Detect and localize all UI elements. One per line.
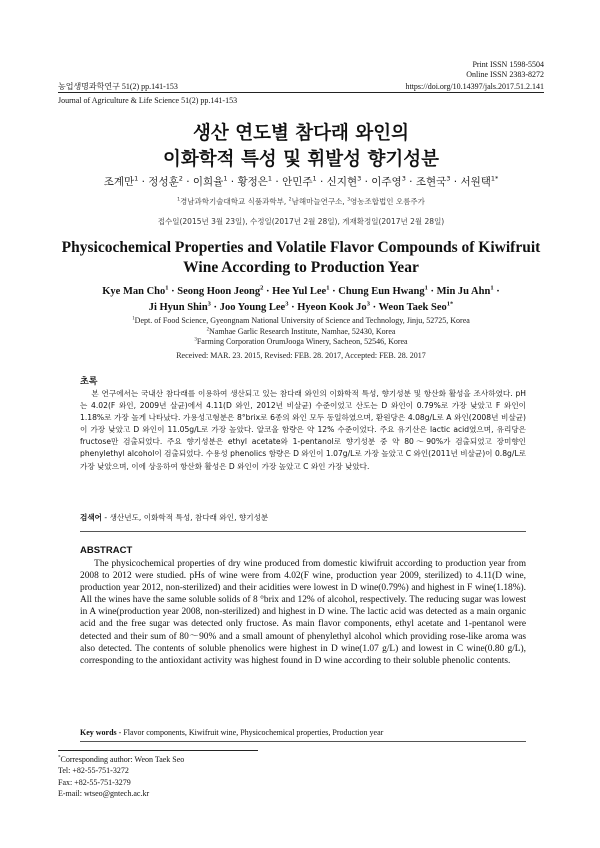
corresponding-author: Corresponding author: Weon Taek Seo [60,755,185,764]
korean-received-dates: 접수일(2015년 3월 23일), 수정일(2017년 2월 28일), 게재확정일(2017년 2월 28일) [157,217,445,226]
author-name-text: Ji Hyun Shin [148,302,208,313]
author-name-text: Weon Taek Seo [378,302,447,313]
abstract-heading: ABSTRACT [80,545,133,556]
affiliation-text: Farming Corporation OrumJooga Winery, Sacheon, 52546, Korea [196,337,408,346]
author-affiliation-mark: 1 [326,284,330,292]
author-name-text: 안민주 [282,176,313,188]
header-divider [58,92,544,93]
author-name-text: 황정은 [237,176,268,188]
author-name [177,286,263,297]
author-affiliation-mark: 2 [178,174,183,183]
author-affiliation-mark: 1* [490,174,499,183]
author-affiliation-mark: 3 [357,174,362,183]
online-issn: Online ISSN 2383-8272 [466,70,544,79]
english-affiliation [58,327,544,338]
affiliation-text: Dept. of Food Science, Gyeongnam National University of Science and Technology, Jinju, 52725, Korea [134,316,470,325]
author-name [149,302,211,313]
section-divider-top [80,531,526,532]
author-name [460,176,498,188]
english-keywords-label: Key words [80,728,117,737]
english-author-line-2: Ji Hyun Shin$^3$ · Joo Young Lee$^3$ · Hyeon Kook $Jo^3$ · Weon Taek Seo$^{1*}$ [148,300,454,313]
author-affiliation-mark: 3 [446,174,451,183]
author-affiliation-mark: 1 [134,174,139,183]
author-name [379,302,454,313]
ko-journal-citation: 농업생명과학연구 51(2) pp.141-153 [58,82,178,91]
author-name-text: Seong Hoon Jeong [177,286,261,297]
doi-link[interactable]: https://doi.org/10.14397/jals.2017.51.2.141 [405,82,544,91]
english-keywords [80,728,383,737]
author-name [416,176,451,188]
author-affiliation-mark: 1 [312,174,317,183]
affiliation-mark: 1 [132,316,135,322]
author-name-text: 신지현 [326,176,358,188]
author-name-text: 서원택 [460,176,491,188]
author-name-text: Joo Young Lee [219,302,286,313]
korean-abstract-heading: 초록 [80,377,98,387]
corresponding-fax: Fax: +82-55-751-3279 [58,777,131,787]
abstract-body: The physicochemical properties of dry wine produced from domestic kiwifruit according to production year from 2008 to 2012 were studied. pHs of wine were from 4.02(F wine, production year 2009, sterilized) to 4.11(D wine, production year 2012, non-sterilized) and their acidities were lowest in D wine(0.79%) and highest in F wine(1.18%). All the wines have the same soluble solids of 8 °brix and 12% of alcohol, respectively. The reducing sugar was lowest in A wine(production year 2008, non-sterilized) and highest in D wine. The lactic acid was detected as a main organic acid and the free sugar was detected only fructose. As main flavor components, ethyl acetate and 1-pentanol were detected and their sum of 80～90% and a small amount of phenylethyl alcohol which providing rose-like aroma was also detected. The contents of soluble phenolics were highest in D wine(1.07 g/L) and lowest in C wine(0.80 g/L), corresponding to the antioxidant activity was highest found in D wine according to their soluble phenolic contents. [80,559,526,666]
author-name [297,302,370,313]
author-name-text: Chung Eun Hwang [338,286,425,297]
author-name-text: 이희율 [192,176,224,188]
english-affiliation [58,337,544,348]
korean-abstract-body: 본 연구에서는 국내산 참다래를 이용하여 생산되고 있는 참다래 와인의 이화학적 특성, 향기성분 및 항산화 활성을 조사하였다. pH는 4.02(F 와인, 2009년 살균)에서 4.11(D 와인, 2012년 비살균) 수준이었고 산도는 D 와인이 0.79%로 가장 낮았고 F 와인이 1.18%로 가장 높게 나타났다. 가용성고형분은 8°brix로 6종의 와인 모두 동일하였으며, 환원당은 4.08g/L로 A 와인(2008년 비살균)이 가장 낮았고 D 와인이 11.05g/L로 가장 높았다. 알코올 함량은 약 12% 수준이었다. 주요 유기산은 lactic acid였으며, 유리당은 fructose만 검출되었다. 주요 향기성분은 ethyl acetate와 1-pentanol로 향기성분 중 약 80～90%가 검출되었고 장미향인 phenylethyl alcohol이 검출되었다. 수용성 phenolics 함량은 D 와인이 1.07g/L로 가장 높았고 C 와인(2011년 비살균)이 0.8g/L로 가장 낮았으며, 이에 상응하여 항산화 활성은 D 와인이 가장 높았고 C 와인 가장 낮았다. [80,389,526,471]
author-name-text: 이주영 [371,176,402,188]
issn-block [466,60,544,80]
english-received-dates: Received: MAR. 23. 2015, Revised: FEB. 28. 2017, Accepted: FEB. 28. 2017 [176,351,426,360]
author-name [220,302,289,313]
korean-author-list: 조계만$^1$ · 정성훈$^2$ · 이희율$^1$ · 황정은$^1$ · 안민주$^1$ · 신지현$^3$ · 이주영$^3$ · 조현국$^3$ · 서원택$^{1*}$ [103,174,499,188]
korean-affiliations: $^1$경남과학기술대학교 식품과학부, $^2$남해마늘연구소, $^3$영농조합법인 오름주가 [177,197,425,206]
author-affiliation-mark: 1 [223,174,228,183]
korean-title [58,121,544,173]
korean-title-line-1: 생산 연도별 참다래 와인의 [193,123,409,144]
corresponding-tel: Tel: +82-55-751-3272 [58,766,129,776]
author-affiliation-mark: 2 [260,284,264,292]
author-name-text: Hyeon Kook Jo [297,302,367,313]
english-author-list [58,284,544,316]
author-name [237,176,272,188]
korean-affiliation-1: 경남과학기술대학교 식품과학부, [180,197,287,206]
correspondence-footnote: *Corresponding author: Weon Taek Seo Tel: +82-55-751-3272 Fax: +82-55-751-3279 E-mail: wtseo@gntech.ac.kr [58,755,185,799]
korean-title-line-2: 이화학적 특성 및 휘발성 향기성분 [163,149,439,170]
english-affiliations [58,316,544,348]
author-name [148,176,183,188]
author-affiliation-mark: 1 [490,284,494,292]
author-name-text: 조계만 [103,176,135,188]
author-name-text: Kye Man Cho [102,286,166,297]
english-keywords-list: - Flavor components, Kiwifruit wine, Physicochemical properties, Production year [116,728,384,737]
author-name-text: Min Ju Ahn [436,286,491,297]
author-name [102,286,168,297]
author-name [338,286,428,297]
author-name [282,176,317,188]
author-affiliation-mark: 1 [165,284,169,292]
english-title-line-2: Wine According to Production Year [183,259,419,276]
english-title-line-1: Physicochemical Properties and Volatile Flavor Compounds of Kiwifruit [61,239,541,256]
print-issn: Print ISSN 1598-5504 [472,60,544,69]
en-journal-citation: Journal of Agriculture & Life Science 51(2) pp.141-153 [58,96,238,105]
author-affiliation-mark: 3 [366,300,370,308]
author-affiliation-mark: 3 [285,300,289,308]
footnote-divider [58,750,258,751]
english-affiliation [58,316,544,327]
affiliation-mark: 2 [206,326,210,332]
author-name [104,176,139,188]
author-name-text: 정성훈 [148,176,179,188]
korean-keywords [80,512,268,523]
author-affiliation-mark: 1 [424,284,428,292]
affiliation-mark: 3 [194,337,197,343]
korean-affiliation-2: 남해마늘연구소, [291,197,345,206]
author-name [272,286,329,297]
author-name [327,176,362,188]
author-affiliation-mark: 3 [207,300,211,308]
affiliation-text: Namhae Garlic Research Institute, Namhae, 52430, Korea [209,326,396,336]
author-name [193,176,228,188]
korean-keywords-list: - 생산년도, 이화학적 특성, 참다래 와인, 향기성분 [102,513,269,522]
author-name [371,176,406,188]
author-affiliation-mark: 1* [446,300,454,308]
author-name [437,286,494,297]
korean-affiliation-3: 영농조합법인 오름주가 [350,197,425,206]
english-title [58,238,544,278]
english-author-line-1: Kye Man Cho$^1$ · Seong Hoon Jeong$^2$ · Hee Yul Lee$^1$ · Chung Eun Hwang$^1$ · Min Ju Ahn$^1$ · [102,284,500,297]
author-name-text: Hee Yul Lee [272,286,327,297]
author-name-text: 조현국 [415,176,447,188]
author-affiliation-mark: 1 [267,174,273,183]
section-divider-bottom [80,741,526,742]
author-affiliation-mark: 3 [401,174,406,183]
corresponding-email[interactable]: E-mail: wtseo@gntech.ac.kr [58,789,150,799]
korean-keywords-label: 검색어 [80,513,103,522]
